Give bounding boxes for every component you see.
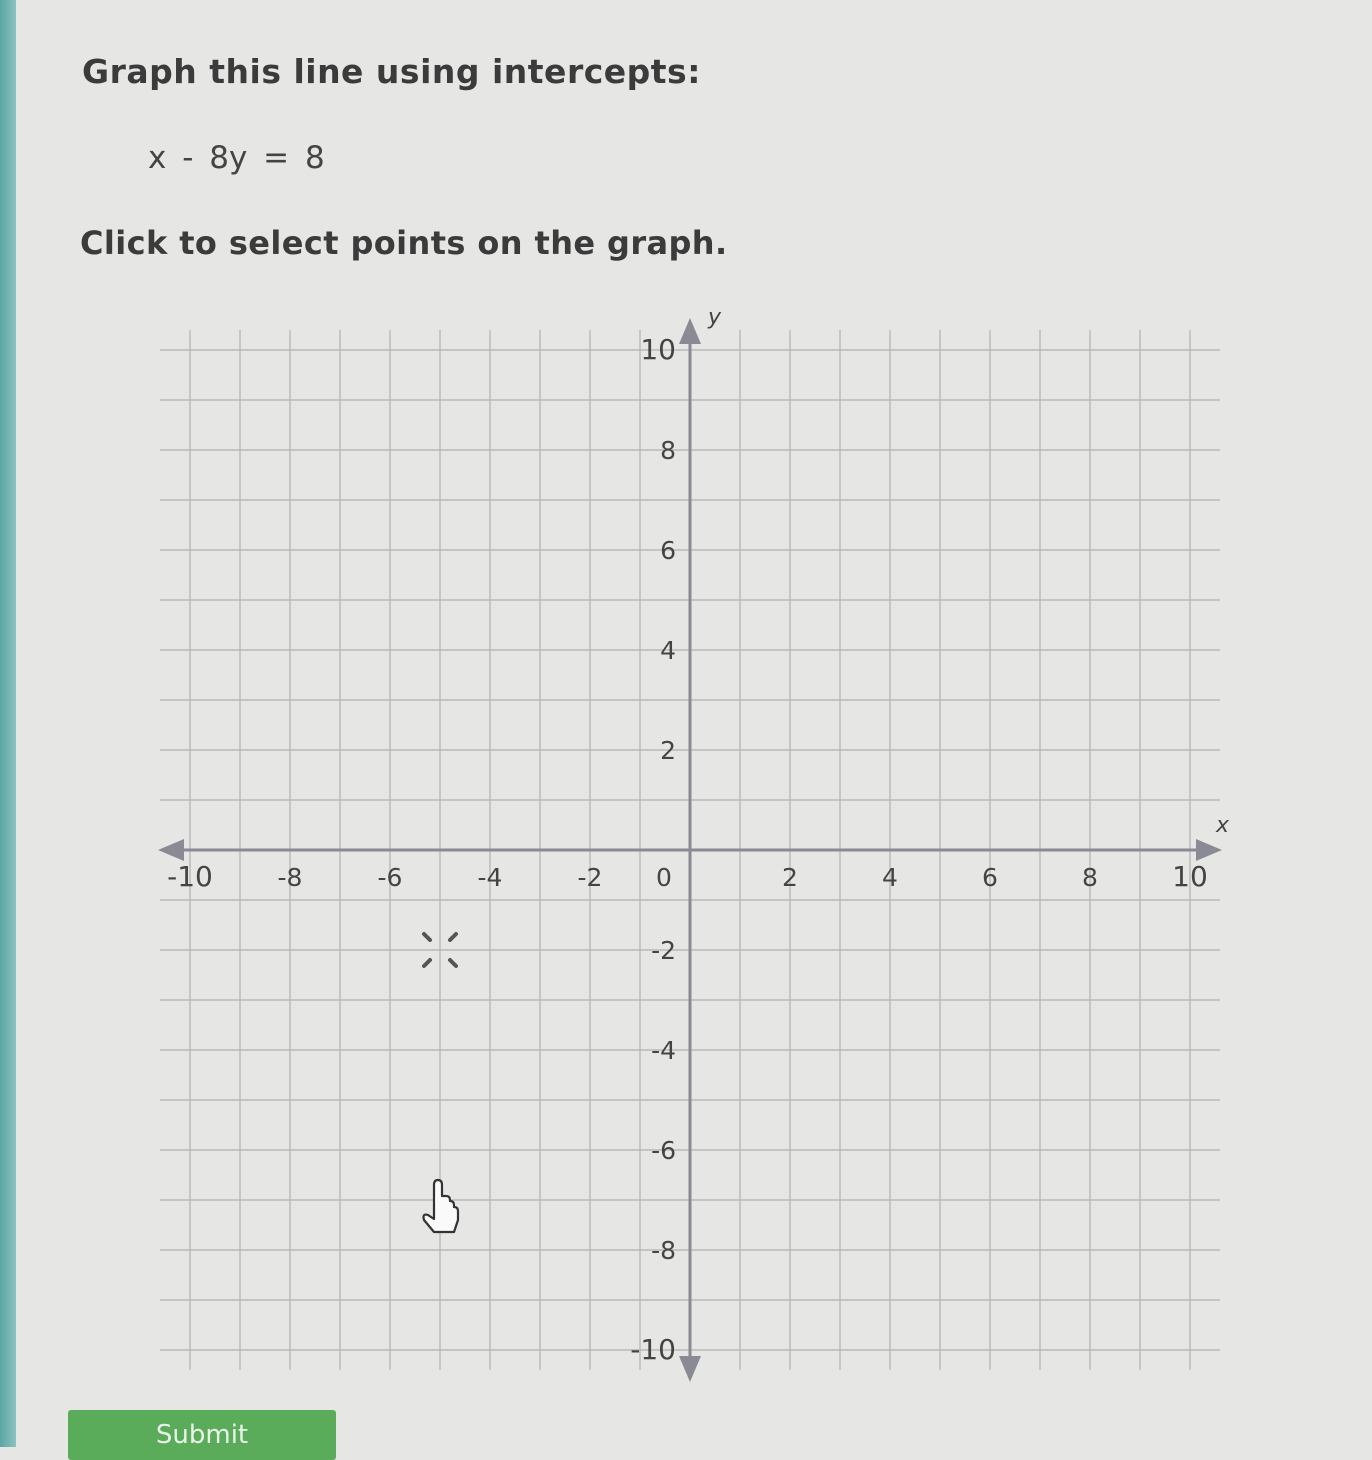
equation: x - 8y = 8 — [148, 140, 325, 176]
y-axis-arrow-up-icon — [679, 318, 701, 344]
axes — [158, 305, 1230, 1382]
submit-button[interactable]: Submit — [68, 1410, 336, 1460]
pointer-hand-icon — [424, 1180, 459, 1232]
x-tick-label: 4 — [882, 863, 898, 892]
y-tick-label: -6 — [651, 1136, 676, 1165]
x-tick-label: 10 — [1172, 860, 1208, 893]
x-axis-arrow-left-icon — [158, 839, 184, 861]
x-tick-label: 2 — [782, 863, 798, 892]
left-edge-stripe — [0, 0, 16, 1447]
x-tick-label: 6 — [982, 863, 998, 892]
x-tick-label: -4 — [477, 863, 503, 892]
x-tick-label: 8 — [1082, 863, 1098, 892]
y-tick-label: -4 — [651, 1036, 676, 1065]
x-tick-label: -6 — [377, 863, 403, 892]
y-axis-arrow-down-icon — [679, 1356, 701, 1382]
y-tick-label: -2 — [651, 936, 676, 965]
y-tick-label: 10 — [640, 333, 676, 366]
coordinate-graph[interactable] — [140, 300, 1240, 1400]
x-tick-label: 0 — [656, 863, 672, 892]
y-tick-label: 6 — [660, 536, 676, 565]
graph-canvas[interactable] — [140, 300, 1240, 1400]
y-axis-label: y — [708, 305, 722, 330]
y-tick-label: -10 — [630, 1333, 676, 1366]
y-tick-label: 2 — [660, 736, 676, 765]
x-axis-arrow-right-icon — [1196, 839, 1222, 861]
x-axis-label: x — [1216, 813, 1230, 838]
x-tick-label: -2 — [577, 863, 603, 892]
question-prompt: Graph this line using intercepts: — [82, 52, 701, 91]
instruction-text: Click to select points on the graph. — [80, 224, 728, 262]
cursor-overlay — [424, 934, 459, 1232]
y-tick-label: 8 — [660, 436, 676, 465]
x-tick-label: -8 — [277, 863, 303, 892]
x-tick-label: -10 — [167, 860, 213, 893]
y-tick-label: -8 — [651, 1236, 676, 1265]
y-tick-label: 4 — [660, 636, 676, 665]
